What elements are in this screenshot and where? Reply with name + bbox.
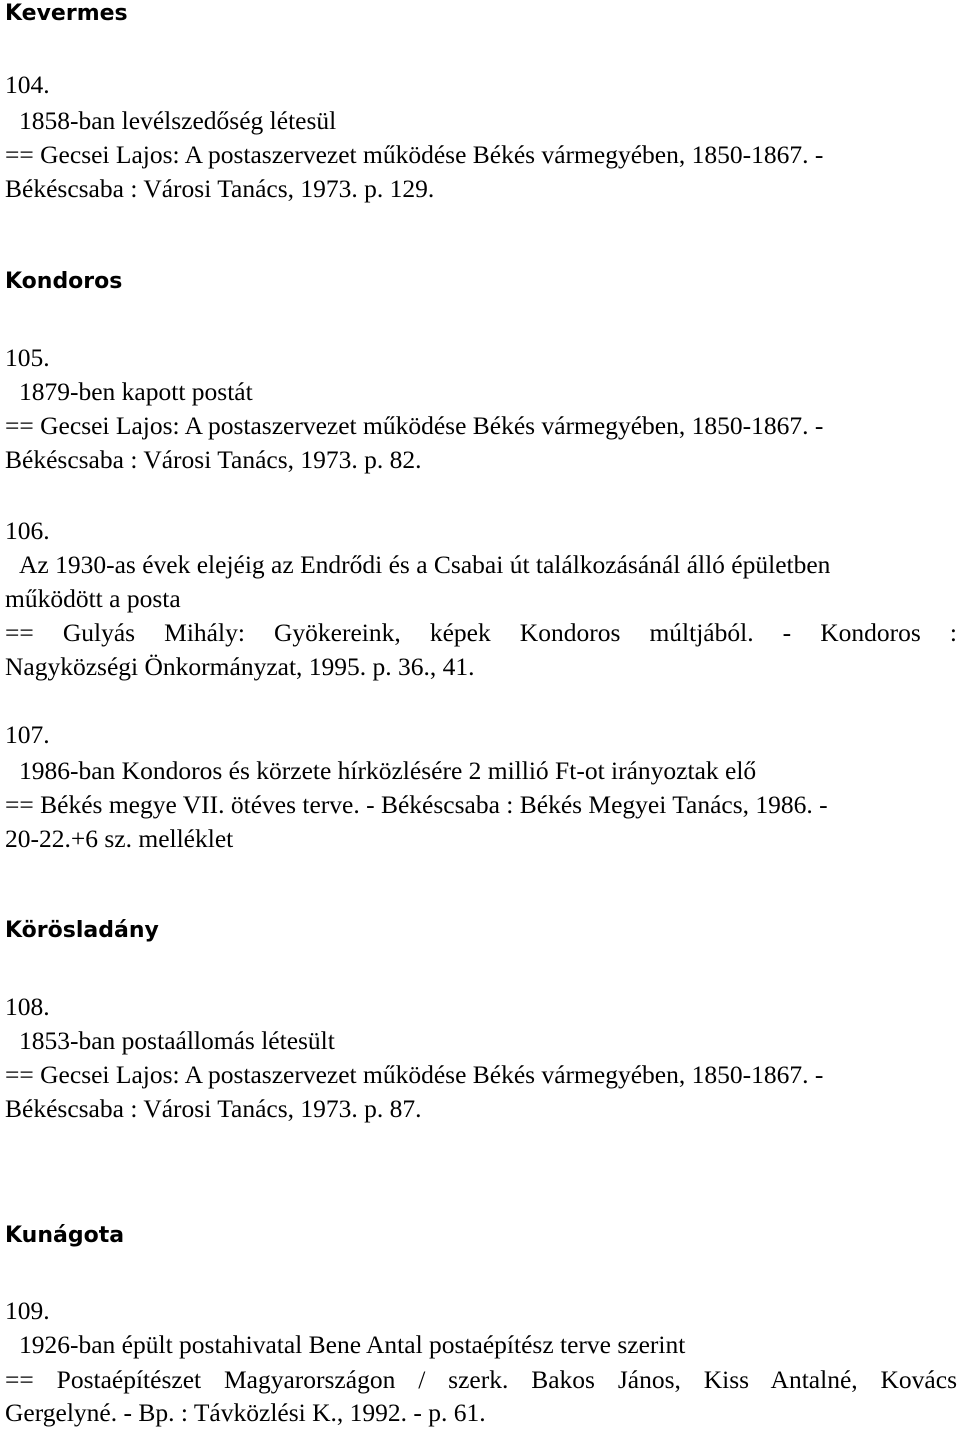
entry-number: 107. [5,720,50,749]
entry-reference [5,616,957,650]
entry-reference: Békéscsaba : Városi Tanács, 1973. p. 82. [5,445,422,474]
entry-event: 1986-ban Kondoros és körzete hírközlésére 2 millió Ft-ot irányoztak elő [19,756,757,785]
section-heading: Kunágota [5,1223,125,1248]
entry-reference-text: == Gulyás Mihály: Gyökereink, képek Kondoros múltjából. - Kondoros : [5,618,957,647]
entry-number: 106. [5,516,50,545]
entry-event: működött a posta [5,584,181,613]
section-heading: Körösladány [5,918,159,943]
entry-number: 109. [5,1296,50,1325]
entry-reference: Gergelyné. - Bp. : Távközlési K., 1992. - p. 61. [5,1398,486,1427]
entry-reference: Nagyközségi Önkormányzat, 1995. p. 36., 41. [5,652,475,681]
entry-reference: Békéscsaba : Városi Tanács, 1973. p. 129. [5,174,435,203]
entry-number: 105. [5,343,50,372]
entry-reference: 20-22.+6 sz. melléklet [5,824,234,853]
entry-reference-text: == Postaépítészet Magyarországon / szerk. Bakos János, Kiss Antalné, Kovács [5,1365,957,1394]
entry-reference [5,1363,957,1397]
entry-event: 1879-ben kapott postát [19,377,253,406]
entry-reference: Békéscsaba : Városi Tanács, 1973. p. 87. [5,1094,422,1123]
section-heading: Kondoros [5,269,123,294]
entry-reference: == Gecsei Lajos: A postaszervezet működése Békés vármegyében, 1850-1867. - [5,411,824,440]
entry-event: Az 1930-as évek elejéig az Endrődi és a Csabai út találkozásánál álló épületben [19,550,831,579]
entry-event: 1858-ban levélszedőség létesül [19,106,337,135]
entry-number: 104. [5,70,50,99]
entry-reference: == Gecsei Lajos: A postaszervezet működése Békés vármegyében, 1850-1867. - [5,1060,824,1089]
entry-reference: == Gecsei Lajos: A postaszervezet működése Békés vármegyében, 1850-1867. - [5,140,824,169]
entry-event: 1926-ban épült postahivatal Bene Antal postaépítész terve szerint [19,1330,686,1359]
section-heading: Kevermes [5,1,128,26]
entry-reference: == Békés megye VII. ötéves terve. - Békéscsaba : Békés Megyei Tanács, 1986. - [5,790,828,819]
entry-event: 1853-ban postaállomás létesült [19,1026,335,1055]
entry-number: 108. [5,992,50,1021]
